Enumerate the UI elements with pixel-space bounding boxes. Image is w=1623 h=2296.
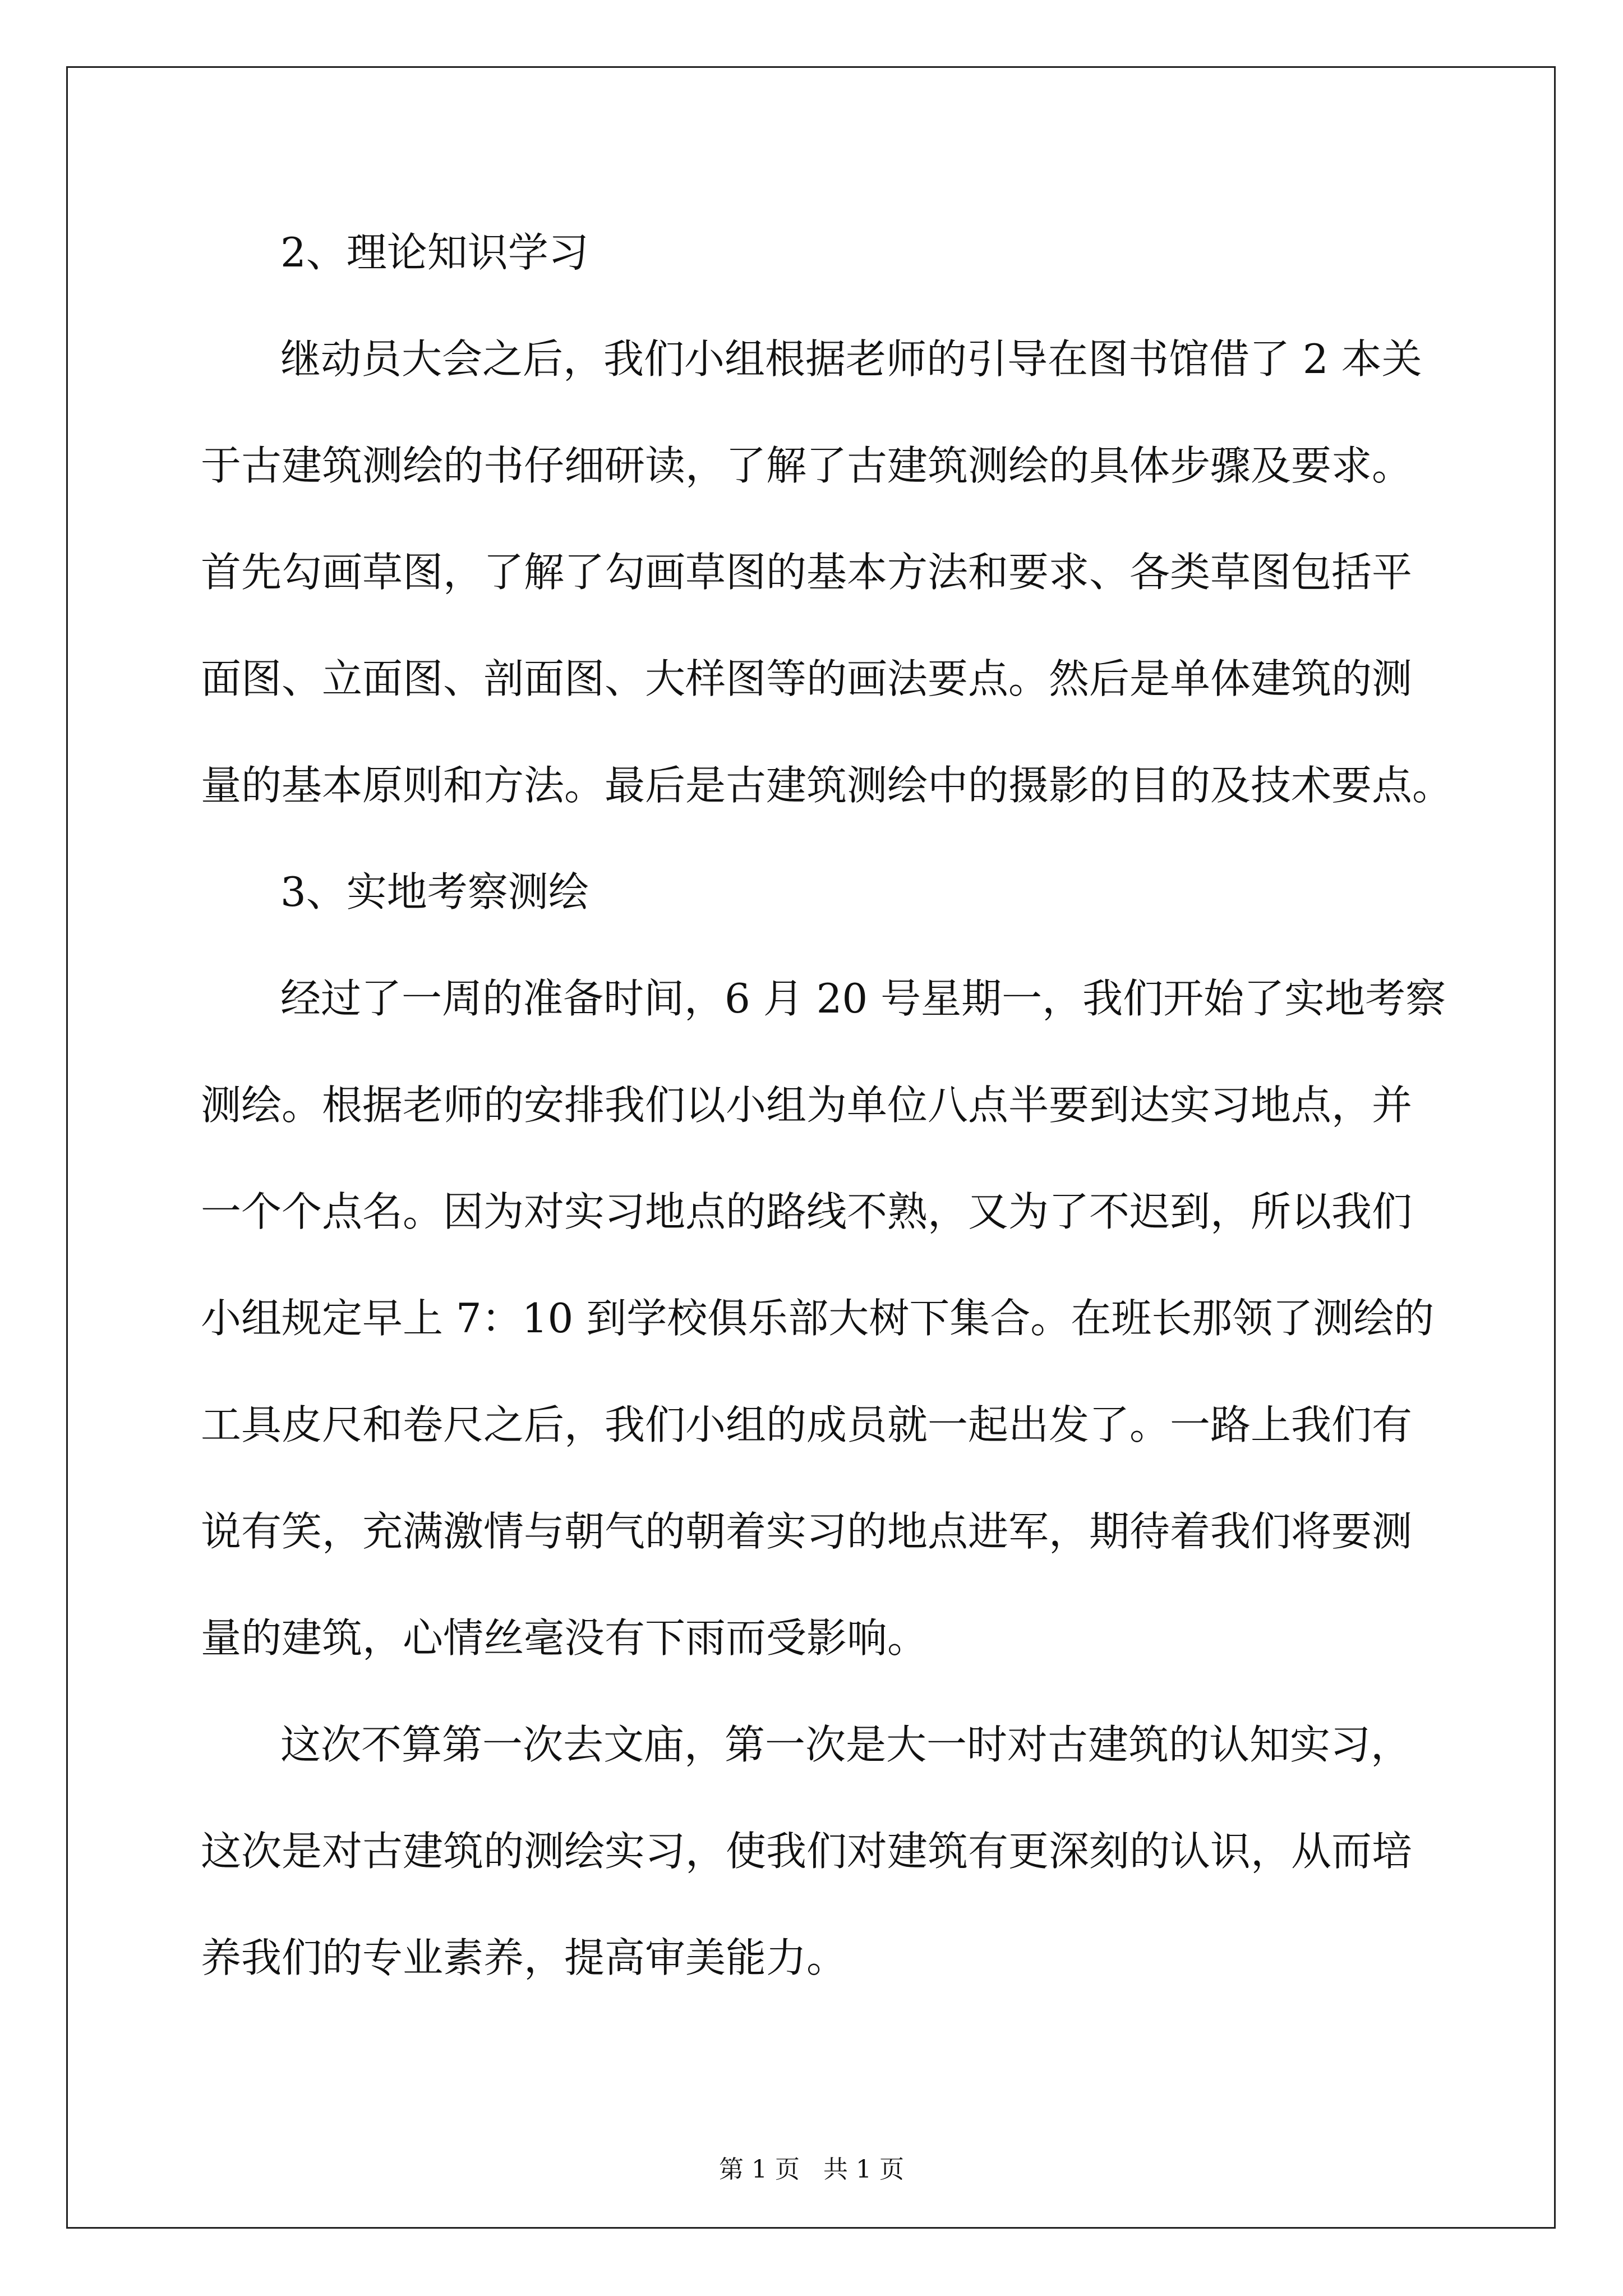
- paragraph-line: 一个个点名。因为对实习地点的路线不熟，又为了不迟到，所以我们: [201, 1188, 1413, 1235]
- paragraph-line: 量的基本原则和方法。最后是古建筑测绘中的摄影的目的及技术要点。: [201, 762, 1453, 809]
- paragraph-line: 继动员大会之后，我们小组根据老师的引导在图书馆借了 2 本关: [280, 335, 1422, 383]
- heading-field-survey: 3、实地考察测绘: [280, 868, 589, 915]
- paragraph-line: 测绘。根据老师的安排我们以小组为单位八点半要到达实习地点，并: [201, 1082, 1413, 1129]
- paragraph-line: 养我们的专业素养，提高审美能力。: [201, 1934, 847, 1981]
- heading-theory-study: 2、理论知识学习: [280, 229, 589, 276]
- paragraph-line: 小组规定早上 7：10 到学校俱乐部大树下集合。在班长那领了测绘的: [201, 1295, 1435, 1342]
- paragraph-line: 于古建筑测绘的书仔细研读，了解了古建筑测绘的具体步骤及要求。: [201, 442, 1413, 489]
- page-footer: 第 1 页 共 1 页: [719, 2155, 904, 2184]
- paragraph-line: 说有笑，充满激情与朝气的朝着实习的地点进军，期待着我们将要测: [201, 1508, 1413, 1555]
- paragraph-line: 面图、立面图、剖面图、大样图等的画法要点。然后是单体建筑的测: [201, 655, 1413, 702]
- paragraph-line: 首先勾画草图，了解了勾画草图的基本方法和要求、各类草图包括平: [201, 549, 1413, 596]
- page-border: [66, 66, 1556, 2229]
- paragraph-line: 这次是对古建筑的测绘实习，使我们对建筑有更深刻的认识，从而培: [201, 1828, 1413, 1875]
- paragraph-line: 量的建筑，心情丝毫没有下雨而受影响。: [201, 1614, 928, 1662]
- paragraph-line: 工具皮尺和卷尺之后，我们小组的成员就一起出发了。一路上我们有: [201, 1401, 1413, 1448]
- paragraph-line: 这次不算第一次去文庙，第一次是大一时对古建筑的认知实习，: [280, 1721, 1412, 1768]
- paragraph-line: 经过了一周的准备时间，6 月 20 号星期一，我们开始了实地考察: [280, 975, 1446, 1022]
